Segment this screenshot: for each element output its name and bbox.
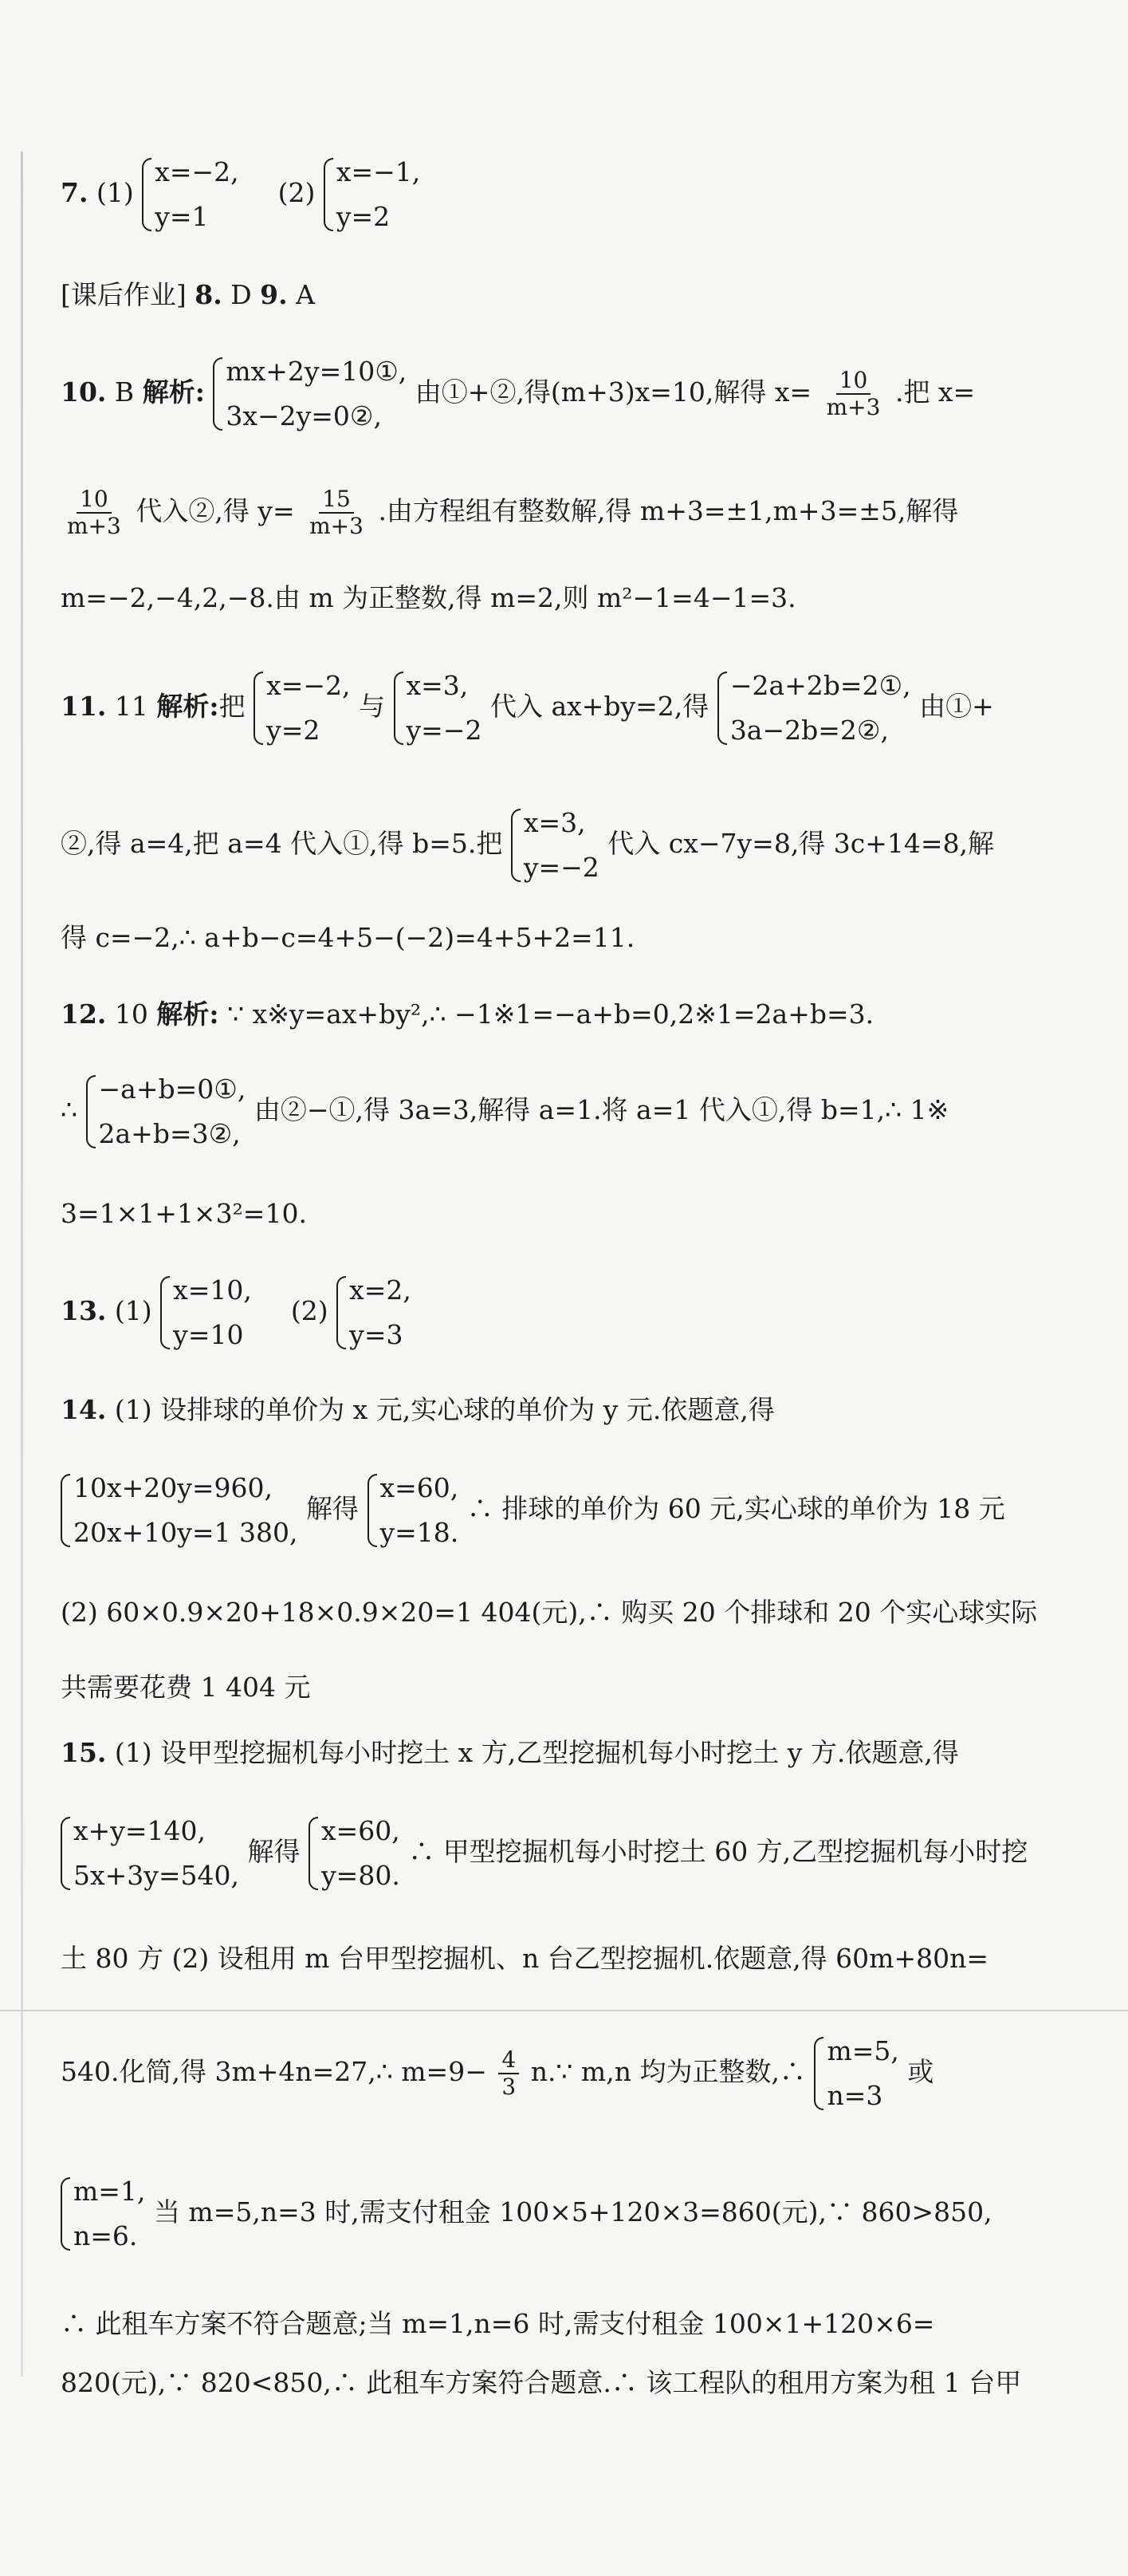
q15-line-5: m=1, n=6. 当 m=5,n=3 时,需支付租金 100×5+120×3=860(元),∵ 860>850, bbox=[61, 2176, 992, 2252]
q15-line-2: x+y=140, 5x+3y=540, 解得 x=60, y=80. ∴ 甲型挖掘机每小时挖土 60 方,乙型挖掘机每小时挖 bbox=[61, 1815, 1028, 1892]
q11-line-3: 得 c=−2,∴ a+b−c=4+5−(−2)=4+5+2=11. bbox=[61, 922, 635, 953]
q9-answer: A bbox=[296, 279, 315, 310]
q10-text-4: .由方程组有整数解,得 m+3=±1,m+3=±5,解得 bbox=[378, 495, 959, 526]
q14-line-1: 14. (1) 设排球的单价为 x 元,实心球的单价为 y 元.依题意,得 bbox=[61, 1394, 775, 1425]
homework-line bbox=[61, 279, 315, 311]
q12-line-2: ∴ −a+b=0①, 2a+b=3②, 由②−①,得 3a=3,解得 a=1.将 a=1 代入①,得 b=1,∴ 1※ bbox=[61, 1073, 949, 1149]
q7-line bbox=[61, 156, 420, 233]
q11-system-4: x=3, y=−2 bbox=[511, 807, 599, 884]
q15-fraction: $\frac{4}{3}$ bbox=[498, 2047, 519, 2100]
q13-number: 13. bbox=[61, 1295, 107, 1326]
q15-number: 15. bbox=[61, 1737, 107, 1768]
q11-answer: 11 bbox=[114, 691, 148, 722]
q15-solution: x=60, y=80. bbox=[309, 1815, 400, 1892]
q15-line-3: 土 80 方 (2) 设租用 m 台甲型挖掘机、n 台乙型挖掘机.依题意,得 60m+80n= bbox=[61, 1943, 989, 1974]
q13-line: 13. (1) x=10, y=10 (2) x=2, y=3 bbox=[61, 1274, 411, 1350]
q14-number: 14. bbox=[61, 1394, 107, 1425]
q7-system-1: x=−2, y=1 bbox=[142, 156, 238, 233]
q12-line-1: 12. 10 解析: ∵ x※y=ax+by²,∴ −1※1=−a+b=0,2※1=2a+b=3. bbox=[61, 998, 874, 1030]
q13-system-2: x=2, y=3 bbox=[336, 1274, 411, 1351]
q7-part1-label: (1) bbox=[96, 177, 134, 208]
q7-system-2: x=−1, y=2 bbox=[324, 156, 420, 233]
q12-answer: 10 bbox=[114, 998, 148, 1030]
q11-analysis-label: 解析: bbox=[156, 691, 219, 722]
page-fold-line bbox=[0, 2010, 1128, 2011]
q15-case-1: m=5, n=3 bbox=[814, 2035, 898, 2112]
q13-system-1: x=10, y=10 bbox=[160, 1274, 252, 1351]
q15-case-2: m=1, n=6. bbox=[61, 2176, 145, 2252]
q10-text-3: 代入②,得 y= bbox=[136, 495, 295, 526]
q8-answer: D bbox=[230, 279, 252, 310]
q10-fraction-2: $\frac{10}{m+3}$ bbox=[67, 486, 121, 539]
q10-line-3: m=−2,−4,2,−8.由 m 为正整数,得 m=2,则 m²−1=4−1=3. bbox=[61, 582, 796, 613]
q11-system-3: −2a+2b=2①, 3a−2b=2②, bbox=[717, 670, 911, 746]
q10-text-2: .把 x= bbox=[894, 376, 976, 408]
q11-system-2: x=3, y=−2 bbox=[394, 670, 482, 746]
q10-answer: B bbox=[114, 376, 135, 408]
q14-line-2: 10x+20y=960, 20x+10y=1 380, 解得 x=60, y=18. ∴ 排球的单价为 60 元,实心球的单价为 18 元 bbox=[61, 1472, 1005, 1549]
q15-line-4: 540.化简,得 3m+4n=27,∴ m=9− $\frac{4}{3}$ n.∵ m,n 均为正整数,∴ m=5, n=3 或 bbox=[61, 2035, 934, 2111]
q9-number: 9. bbox=[260, 279, 288, 310]
q12-number: 12. bbox=[61, 998, 107, 1030]
q15-line-7: 820(元),∵ 820<850,∴ 此租车方案符合题意.∴ 该工程队的租用方案为租 1 台甲 bbox=[61, 2367, 1022, 2398]
q11-line-2: ②,得 a=4,把 a=4 代入①,得 b=5.把 x=3, y=−2 代入 cx−7y=8,得 3c+14=8,解 bbox=[61, 807, 995, 883]
q15-system: x+y=140, 5x+3y=540, bbox=[61, 1815, 239, 1892]
q10-fraction-1: $\frac{10}{m+3}$ bbox=[826, 367, 881, 420]
q10-line-2 bbox=[61, 486, 958, 539]
page-edge bbox=[21, 152, 23, 2377]
q10-system: mx+2y=10①, 3x−2y=0②, bbox=[213, 356, 407, 432]
q11-system-1: x=−2, y=2 bbox=[254, 670, 350, 746]
q8-number: 8. bbox=[195, 279, 222, 310]
q10-text-1: 由①+②,得(m+3)x=10,解得 x= bbox=[415, 376, 812, 408]
q14-system: 10x+20y=960, 20x+10y=1 380, bbox=[61, 1472, 298, 1549]
q7-part2-label: (2) bbox=[277, 177, 316, 208]
q10-number: 10. bbox=[61, 376, 107, 408]
q10-line-1 bbox=[61, 356, 975, 432]
q15-line-6: ∴ 此租车方案不符合题意;当 m=1,n=6 时,需支付租金 100×1+120×6= bbox=[61, 2308, 935, 2339]
q7-number: 7. bbox=[61, 177, 88, 208]
q11-line-1: 11. 11 解析:把 x=−2, y=2 与 x=3, y=−2 代入 ax+by=2,得 −2a+2b=2①, 3a−2b=2②, 由①+ bbox=[61, 670, 994, 746]
q14-line-3: (2) 60×0.9×20+18×0.9×20=1 404(元),∴ 购买 20 个排球和 20 个实心球实际 bbox=[61, 1597, 1038, 1628]
q15-line-1: 15. (1) 设甲型挖掘机每小时挖土 x 方,乙型挖掘机每小时挖土 y 方.依题意,得 bbox=[61, 1737, 959, 1768]
q14-solution: x=60, y=18. bbox=[367, 1472, 459, 1549]
homework-label: [课后作业] bbox=[61, 279, 187, 310]
q10-fraction-3: $\frac{15}{m+3}$ bbox=[309, 486, 364, 539]
q12-analysis-label: 解析: bbox=[156, 998, 219, 1030]
q10-analysis-label: 解析: bbox=[142, 376, 205, 408]
q12-system: −a+b=0①, 2a+b=3②, bbox=[86, 1073, 246, 1150]
q14-line-4: 共需要花费 1 404 元 bbox=[61, 1672, 311, 1703]
q11-number: 11. bbox=[61, 691, 107, 722]
q12-line-3: 3=1×1+1×3²=10. bbox=[61, 1198, 307, 1229]
